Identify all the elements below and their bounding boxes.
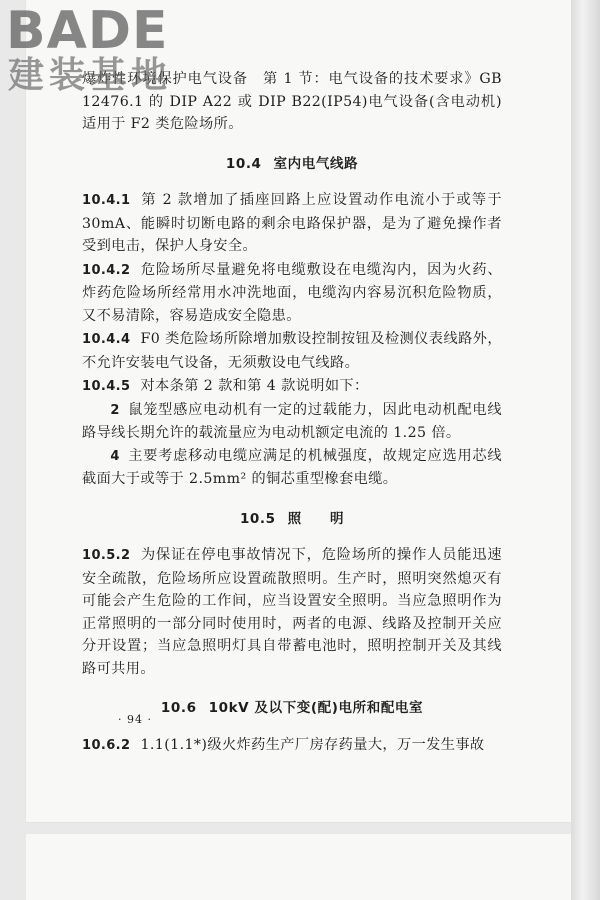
item-4: [82, 445, 502, 491]
item-text: 主要考虑移动电缆应满足的机械强度，故规定应选用芯线截面大于或等于 2.5mm² 的铜芯重型橡套电缆。: [82, 447, 502, 487]
clause-text: 为保证在停电事故情况下，危险场所的操作人员能迅速安全疏散，危险场所应设置疏散照明。生产时，照明突然熄灭有可能会产生危险的工作间，应当设置安全照明。当应急照明作为正常照明的一部分同时使用时，两者的电源、线路及控制开关应分开设置；当应急照明灯具自带蓄电池时，照明控制开关及其线路可共用。: [82, 547, 502, 677]
watermark-logo: [6, 1, 176, 100]
item-number: 2: [110, 402, 120, 418]
page-edge: [571, 0, 600, 900]
clause-number: 10.4.5: [82, 379, 131, 394]
clause-text: 第 2 款增加了插座回路上应设置动作电流小于或等于 30mA、能瞬时切断电路的剩余电路保护器，是为了避免操作者受到电击，保护人身安全。: [82, 192, 502, 254]
clause-10-4-2: [82, 259, 502, 328]
clause-text: 危险场所尽量避免将电缆敷设在电缆沟内，因为火药、炸药危险场所经常用水冲洗地面，电缆沟内容易沉积危险物质，又不易清除，容易造成安全隐患。: [82, 261, 502, 324]
item-2: [82, 399, 502, 445]
clause-number: 10.4.4: [82, 332, 131, 347]
clause-number: 10.6.2: [82, 737, 131, 753]
clause-text: F0 类危险场所除增加敷设控制按钮及检测仪表线路外，不允许安装电气设备，无须敷设电气线路。: [82, 331, 502, 371]
section-heading-10-5: [82, 508, 502, 531]
item-number: 4: [110, 448, 120, 464]
clause-10-5-2: [82, 544, 502, 680]
clause-text: 对本条第 2 款和第 4 款说明如下：: [140, 378, 369, 394]
clause-10-4-5: [82, 375, 502, 399]
clause-number: 10.4.2: [82, 262, 131, 278]
section-heading-10-4: [82, 153, 502, 176]
section-title: 照 明: [287, 510, 345, 527]
section-title: 10kV 及以下变(配)电所和配电室: [208, 700, 424, 716]
clause-10-4-1: [82, 189, 502, 258]
clause-10-4-4: [82, 328, 502, 374]
item-text: 鼠笼型感应电动机有一定的过载能力，因此电动机配电线路导线长期允许的载流量应为电动机额定电流的 1.25 倍。: [82, 401, 502, 441]
clause-10-6-2: [82, 734, 502, 758]
clause-number: 10.5.2: [82, 548, 131, 563]
section-number: 10.6: [160, 700, 197, 716]
clause-number: 10.4.1: [82, 193, 131, 208]
section-number: 10.5: [239, 510, 276, 527]
logo-subtitle: 建装基地: [8, 55, 173, 96]
section-title: 室内电气线路: [273, 155, 359, 172]
page-number: · 94 ·: [118, 713, 152, 726]
document-body: [82, 68, 502, 757]
clause-text: 1.1(1.1*)级火炸药生产厂房存药量大，万一发生事故: [140, 736, 485, 753]
next-page: [26, 834, 571, 900]
intro-paragraph: 爆炸性环境保护电气设备 第 1 节：电气设备的技术要求》GB 12476.1 的 DIP A22 或 DIP B22(IP54)电气设备(含电动机)适用于 F2 类危险场所。: [82, 71, 502, 132]
logo-brand: BADE: [6, 1, 169, 61]
section-number: 10.4: [225, 155, 262, 172]
